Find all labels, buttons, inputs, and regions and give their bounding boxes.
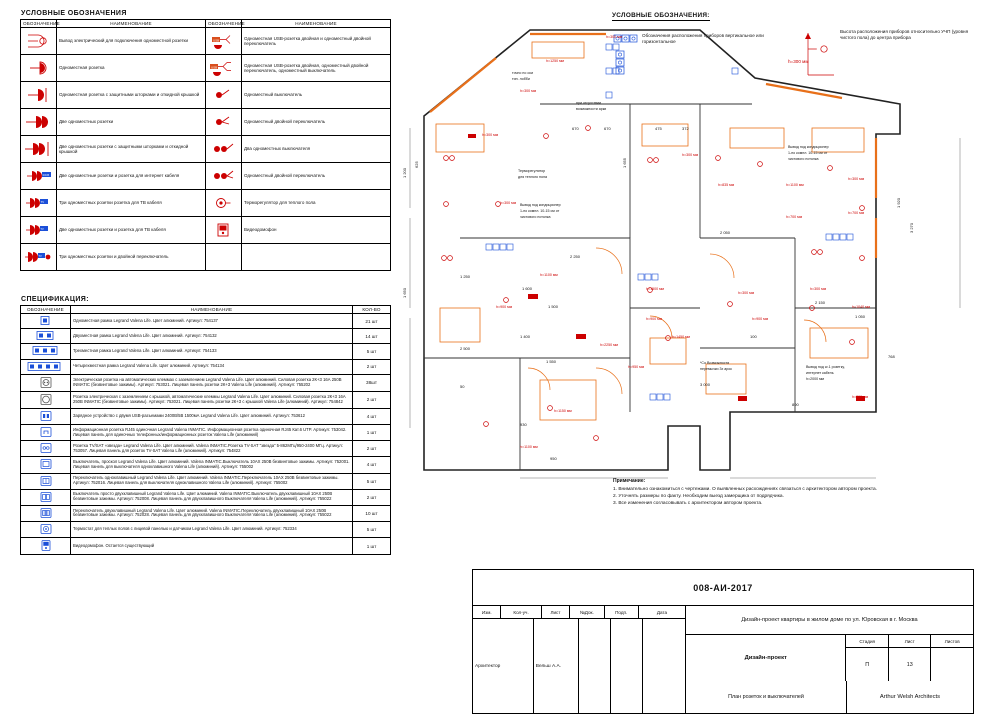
spec-item-qty: 10 шт: [353, 505, 391, 521]
usb-charger-icon: [21, 408, 71, 424]
note-item: 2. Уточнять размеры по факту. Необходим выезд замерщика от подрядчика.: [613, 494, 784, 500]
note-item: 3. Все изменения согласовывать с архитектором автором проекта.: [613, 501, 763, 507]
legend-header-row: [21, 20, 391, 28]
legend-item-label: Одноместная розетка с защитными шторками и откидной крышкой: [57, 82, 206, 109]
role-podp: [611, 619, 643, 713]
svg-text:TV: TV: [37, 254, 42, 258]
stamp-table: [846, 635, 973, 681]
svg-text:RJ45: RJ45: [42, 172, 49, 177]
legend-item-label: Вывод электрический для подключения одноместной розетки: [57, 28, 206, 55]
spec-item-qty: 5 шт: [353, 473, 391, 489]
spec-table: [20, 305, 391, 555]
svg-text:2 150: 2 150: [815, 300, 826, 305]
switch-2key-icon: [21, 489, 71, 505]
plan-dimension-labels: [402, 126, 914, 461]
spec-item-name: Одноместная рамка Legrand Valena Life. Цвет алюминий. Артикул: 754137: [71, 314, 353, 329]
svg-text:1-но компл. 10-15 см от: 1-но компл. 10-15 см от: [520, 209, 560, 213]
floor-plan-drawing: [400, 8, 980, 488]
notes-block: [613, 478, 943, 508]
legend-table: [20, 19, 391, 271]
svg-text:чистового потолка: чистового потолка: [520, 215, 551, 219]
spec-item-name: Выключатель, проскол Legrand Valena Life. Цвет алюминий. Valena INMATIC.Выключатель 10АХ 250В безвинтовые зажимы. Артикул: 752001. Лицевая панель для выключателя одноклавишного Valena Life (алюминий). Артикул: 755002: [71, 457, 353, 473]
legend-item-label: Одноместная розетка: [57, 55, 206, 82]
right-legend-item-label: Обозначения расположения приборов вертикальное или горизонтальное: [642, 33, 764, 44]
svg-text:h=300 мм: h=300 мм: [738, 291, 755, 295]
frame-2-icon: [21, 329, 71, 344]
spec-title: СПЕЦИФИКАЦИЯ:: [21, 296, 89, 303]
frame-4-icon: [21, 359, 71, 374]
spec-item-qty: 14 шт: [353, 329, 391, 344]
svg-text:h=950 мм: h=950 мм: [628, 365, 645, 369]
videophone-icon: [206, 217, 242, 244]
svg-text:h=300 мм: h=300 мм: [848, 177, 865, 181]
floor-plan: [400, 8, 980, 488]
svg-text:1 920: 1 920: [896, 197, 901, 208]
spec-item-name: Розетка электрическая с заземлением с крышкой, автоматические клеммы Legrand Valena Life. Цвет алюминий. Силовая розетка 2К+З 16А 250В INMATIC (безвинтовые зажимы). Артикул: 753021. Лицевая панель розетки 2К+З с крышкой Valena Life (алюминий). Артикул: 754842: [71, 391, 353, 408]
legend-item-label: Одноместная USB-розетка двойная, одноместный двойной переключатель, одноместный выключатель: [242, 55, 391, 82]
svg-text:Вывод под кондиционер: Вывод под кондиционер: [788, 145, 829, 149]
legend-item-label: Три одноместных розетки розетка для ТВ кабеля: [57, 190, 206, 217]
spec-row: [21, 425, 391, 441]
spec-item-name: Электрическая розетка на автоматических клеммах с заземлением Legrand Valena Life. Цвет алюминий. Силовая розетка 2К+З 16А 250В INMATIC (безвинтовые зажимы). Артикул: 753021. Лицевая панель розетки 2К+З Valena Life (алюминий). Артикул: 755202: [71, 374, 353, 391]
socket-tv-icon: [21, 190, 57, 217]
svg-text:h=1040 мм: h=1040 мм: [852, 305, 871, 309]
spec-item-name: Зарядное устройство с двумя USB-разъемами 2400В/5В 1500мА Legrand Valena Life. Цвет алюминий. Артикул: 753612: [71, 408, 353, 424]
svg-text:670: 670: [572, 126, 579, 131]
frame-1-icon: [21, 314, 71, 329]
legend-item-label: Терморегулятор для теплого пола: [242, 190, 391, 217]
svg-text:2 050: 2 050: [720, 230, 731, 235]
svg-text:1 500: 1 500: [548, 304, 559, 309]
usb-double-socket-icon: [206, 28, 242, 55]
legend-header-sym-right: ОБОЗНАЧЕНИЕ: [206, 20, 242, 28]
svg-text:h=2250 мм: h=2250 мм: [600, 343, 619, 347]
svg-text:h=900 мм: h=900 мм: [646, 317, 663, 321]
legend-row: [21, 217, 391, 244]
legend-item-label: Одноместная USB-розетка двойная и одноместный двойной переключатель: [242, 28, 391, 55]
svg-text:h=1450 мм: h=1450 мм: [672, 335, 691, 339]
svg-text:h=300 мм: h=300 мм: [482, 133, 499, 137]
company-name: Arthur Welsh Architects: [879, 694, 941, 700]
col-koluch: Кол-уч.: [501, 606, 541, 619]
svg-text:USB: USB: [210, 64, 217, 69]
spec-header-sym: ОБОЗНАЧЕНИЕ: [21, 306, 71, 314]
svg-text:h=300 мм: h=300 мм: [520, 89, 537, 93]
role-data: [643, 619, 685, 713]
svg-text:*Со Возможности: *Со Возможности: [700, 361, 730, 365]
project-name: Дизайн-проект квартиры в жилом доме по ул. Юровская в г. Москва: [686, 606, 973, 635]
legend-row: [21, 136, 391, 163]
socket-cover-icon: [21, 391, 71, 408]
power-outlet-wire-icon: [21, 28, 57, 55]
svg-text:930: 930: [520, 422, 527, 427]
svg-text:Вывод под w-1 розетку,: Вывод под w-1 розетку,: [806, 365, 845, 369]
spec-item-name: Выключатель просто двухклавишный Legrand Valena Life. Цвет алюминий. Valena INMATIC.Выключатель двухклавишный 10АХ 250В безвинтовые зажимы. Артикул: 752008. Лицевая панель для двухклавишного Выключателя Valena Life (алюминий). Артикул: 755022: [71, 489, 353, 505]
stamp-header-stage: Стадия: [846, 635, 889, 648]
revision-table: [473, 606, 686, 713]
role-person: Вельш А.А.: [534, 619, 579, 713]
single-double-switch-icon: [206, 109, 242, 136]
spec-item-name: Розетка TV/SAT «звезда» Legrand Valena Life. Цвет алюминий. Valena INMATIC.Розетка TV-SAT "звезда" 5-862МГц/950-2400 МГц. Артикул: 753057. Лицевая панель для розеток TV-SAT Valena Life (алюминий). Артикул: 754822: [71, 441, 353, 457]
spec-item-name: Трехместная рамка Legrand Valena Life. Цвет алюминий. Артикул: 754133: [71, 344, 353, 359]
socket-switch-icon: [21, 244, 57, 271]
svg-text:TV: TV: [40, 199, 44, 204]
svg-text:1 050: 1 050: [855, 314, 866, 319]
svg-text:перемычки 3х арок: перемычки 3х арок: [700, 367, 732, 371]
svg-text:2 500: 2 500: [460, 346, 471, 351]
svg-text:h=1150 мм: h=1150 мм: [554, 409, 572, 413]
svg-text:1 650: 1 650: [402, 287, 407, 298]
legend-header-name-right: НАИМЕНОВАНИЕ: [242, 20, 391, 28]
note-item: 1. Внимательно ознакомиться с чертежами. О выявленных расхождениях связаться с архитектором автором проекта.: [613, 487, 877, 493]
socket-tv2-icon: [21, 217, 57, 244]
spec-row: [21, 329, 391, 344]
svg-text:h=900 мм: h=900 мм: [496, 305, 513, 309]
spec-item-qty: 2 шт: [353, 391, 391, 408]
svg-text:точно по оси: точно по оси: [512, 71, 534, 75]
legend-row: [21, 109, 391, 136]
svg-text:100: 100: [750, 334, 757, 339]
svg-text:h=700 мм: h=700 мм: [848, 211, 865, 215]
thermostat-spec-icon: [21, 521, 71, 537]
legend-item-label: Две одноместных розетки и розетка для ТВ кабеля: [57, 217, 206, 244]
spec-header-qty: КОЛ-ВО: [353, 306, 391, 314]
col-podp: Подп.: [605, 606, 639, 619]
svg-text:h=700 мм: h=700 мм: [786, 215, 803, 219]
col-data: Дата: [639, 606, 685, 619]
single-socket-shutters-icon: [21, 82, 57, 109]
col-list: Лист: [542, 606, 570, 619]
socket-internet-icon: [21, 163, 57, 190]
svg-text:3 000: 3 000: [700, 382, 711, 387]
stamp-header-sheet: Лист: [889, 635, 932, 648]
legend-header-sym-left: ОБОЗНАЧЕНИЕ: [21, 20, 57, 28]
spec-row: [21, 314, 391, 329]
col-ndok: №Док.: [570, 606, 604, 619]
svg-text:для теплого пола: для теплого пола: [518, 175, 548, 179]
spec-item-qty: 21 шт: [353, 314, 391, 329]
spec-item-qty: 5 шт: [353, 521, 391, 537]
spec-row: [21, 391, 391, 408]
project-code-row: [473, 570, 973, 606]
spec-row: [21, 359, 391, 374]
double-socket-shutters-icon: [21, 136, 57, 163]
svg-text:h=1250 мм: h=1250 мм: [546, 59, 565, 63]
role-label: Архитектор: [473, 619, 534, 713]
spec-item-name: Двухместная рамка Legrand Valena Life. Цвет алюминий. Артикул: 754132: [71, 329, 353, 344]
svg-text:h=1100 мм: h=1100 мм: [786, 183, 804, 187]
spec-item-qty: 2 шт: [353, 359, 391, 374]
changeover-icon: [21, 473, 71, 489]
socket-auto-icon: [21, 374, 71, 391]
legend-item-label: Одноместный двойной переключатель: [242, 109, 391, 136]
svg-text:950: 950: [550, 456, 557, 461]
spec-item-qty: 5 шт: [353, 344, 391, 359]
plan-furniture: [436, 42, 868, 420]
svg-text:h=900 мм: h=900 мм: [752, 317, 769, 321]
switch-icon: [21, 457, 71, 473]
spec-item-qty: 4 шт: [353, 408, 391, 424]
legend-empty-sym: [206, 244, 242, 271]
legend-item-label: Три одноместных розетки и двойной переключатель: [57, 244, 206, 271]
svg-text:372: 372: [682, 126, 689, 131]
svg-text:при отсутствии: при отсутствии: [576, 101, 602, 105]
tv-sat-icon: [21, 441, 71, 457]
spec-item-name: Информационная розетка RJ45 одиночная Legrand Valena INMATIC. Информационная розетка одиночная RJ45 Кат.6 UTP. Артикул: 753042. Лицевая панель для одиночных телефонных/информационных розеток Valena Life (алюминий): [71, 425, 353, 441]
spec-item-name: Четырехместная рамка Legrand Valena Life. Цвет алюминий. Артикул: 754134: [71, 359, 353, 374]
legend-empty-name: [242, 244, 391, 271]
spec-item-qty: 1 шт: [353, 425, 391, 441]
notes-title: Примечание:: [613, 478, 646, 484]
svg-text:800: 800: [792, 402, 799, 407]
svg-text:h=300 мм: h=300 мм: [682, 153, 699, 157]
rj45-icon: [21, 425, 71, 441]
svg-text:50: 50: [460, 384, 465, 389]
spec-item-qty: 2 шт: [353, 489, 391, 505]
svg-text:2 250: 2 250: [570, 254, 581, 259]
single-socket-icon: [21, 55, 57, 82]
stamp-value-total: [931, 648, 973, 681]
spec-row: [21, 473, 391, 489]
frame-3-icon: [21, 344, 71, 359]
changeover-2key-icon: [21, 505, 71, 521]
legend-item-label: Две одноместных розетки с защитными шторками и откидной крышкой: [57, 136, 206, 163]
legend-item-label: Видеодомофон: [242, 217, 391, 244]
two-double-switch-icon: [206, 163, 242, 190]
role-ndok: [579, 619, 611, 713]
svg-text:h=1100 мм: h=1100 мм: [540, 273, 558, 277]
svg-text:475: 475: [655, 126, 662, 131]
spec-item-qty: 1 шт: [353, 538, 391, 555]
svg-text:625: 625: [414, 161, 419, 168]
spec-item-name: Переключатель одноклавишный Legrand Valena Life. Цвет алюминий. Valena INMATIC.Переключатель 10АХ 250В безвинтовые зажимы. Артикул: 752016. Лицевая панель для выключателя одноклавишного Valena Life (алюминий). Артикул: 755002: [71, 473, 353, 489]
spec-row: [21, 441, 391, 457]
spec-header-name: НАИМЕНОВАНИЕ: [71, 306, 353, 314]
spec-row: [21, 374, 391, 391]
legend-item-label: Две одноместные розетки и розетка для интернет кабеля: [57, 163, 206, 190]
svg-text:1 400: 1 400: [520, 334, 531, 339]
videophone-spec-icon: [21, 538, 71, 555]
spec-row: [21, 408, 391, 424]
svg-text:интернет кабель: интернет кабель: [806, 371, 834, 375]
svg-text:чистового потолка: чистового потолка: [788, 157, 819, 161]
spec-item-name: Термостат для теплых полов с лицевой панелью и датчиком Legrand Valena Life. Цвет алюминий. Артикул: 752334: [71, 521, 353, 537]
svg-text:1-но компл. 10-15 см от: 1-но компл. 10-15 см от: [788, 151, 828, 155]
title-block: [472, 569, 974, 714]
svg-text:670: 670: [604, 126, 611, 131]
legend-block: [20, 10, 390, 271]
svg-text:Терморегулятор: Терморегулятор: [518, 169, 546, 173]
svg-text:h=835 мм: h=835 мм: [718, 183, 735, 187]
svg-text:h=300 мм: h=300 мм: [852, 395, 869, 399]
legend-header-name-left: НАИМЕНОВАНИЕ: [57, 20, 206, 28]
plan-device-markers: [442, 126, 865, 441]
right-legend-title: УСЛОВНЫЕ ОБОЗНАЧЕНИЯ:: [612, 12, 710, 19]
svg-text:h=1500 мм: h=1500 мм: [646, 287, 665, 291]
svg-text:1 600: 1 600: [522, 286, 533, 291]
double-socket-icon: [21, 109, 57, 136]
stage-label: Дизайн-проект: [686, 635, 846, 681]
legend-item-label: Два одноместных выключателя: [242, 136, 391, 163]
legend-row: [21, 82, 391, 109]
svg-text:3 270: 3 270: [909, 222, 914, 233]
legend-row: [21, 190, 391, 217]
usb-socket-switch-icon: [206, 55, 242, 82]
legend-item-label: Одноместный двойной переключатель: [242, 163, 391, 190]
spec-row: [21, 457, 391, 473]
spec-header-row: [21, 306, 391, 314]
project-code: 008-АИ-2017: [693, 582, 753, 593]
svg-text:Вывод под кондиционер: Вывод под кондиционер: [520, 203, 561, 207]
plan-blue-devices: [486, 44, 853, 400]
legend-row: [21, 55, 391, 82]
spec-row: [21, 521, 391, 537]
spec-row: [21, 344, 391, 359]
svg-text:TV: TV: [39, 227, 44, 231]
legend-row: [21, 28, 391, 55]
svg-text:1 250: 1 250: [460, 274, 471, 279]
spec-item-qty: 2 шт: [353, 441, 391, 457]
spec-item-name: Переключатель двухклавишный Legrand Valena Life. Цвет алюминий. Valena INMATIC.Переключатель двухклавишный 10АХ 250В безвинтовые зажимы. Артикул: 752028. Лицевая панель для двухклавишного Выключателя Valena Life (алюминий). Артикул: 755022: [71, 505, 353, 521]
single-switch-icon: [206, 82, 242, 109]
legend-item-label: Две одноместных розетки: [57, 109, 206, 136]
legend-row: [21, 244, 391, 271]
spec-row: [21, 538, 391, 555]
svg-text:768: 768: [888, 354, 895, 359]
stamp-header-total: Листов: [931, 635, 973, 648]
legend-row: [21, 163, 391, 190]
spec-block: [20, 296, 390, 555]
svg-text:1 655: 1 655: [622, 157, 627, 168]
stamp-value-sheet: 13: [889, 648, 932, 681]
col-izm: Изм.: [473, 606, 501, 619]
spec-row: [21, 505, 391, 521]
svg-text:1 200: 1 200: [402, 167, 407, 178]
legend-item-label: Одноместный выключатель: [242, 82, 391, 109]
svg-text:h=300 мм: h=300 мм: [810, 287, 827, 291]
spec-item-qty: 4 шт: [353, 457, 391, 473]
thermostat-icon: [206, 190, 242, 217]
svg-text:USB: USB: [212, 37, 219, 42]
legend-title: УСЛОВНЫЕ ОБОЗНАЧЕНИЯ: [21, 10, 127, 17]
spec-row: [21, 489, 391, 505]
svg-text:h=300 мм: h=300 мм: [606, 35, 623, 39]
sheet-name: План розеток и выключателей: [686, 681, 847, 713]
svg-text:возможности арки: возможности арки: [576, 107, 607, 111]
two-single-switch-icon: [206, 136, 242, 163]
svg-text:h=1100 мм: h=1100 мм: [520, 445, 538, 449]
svg-text:тип. лобби: тип. лобби: [512, 77, 530, 81]
spec-item-name: Видеодомофон. Остается существующий: [71, 538, 353, 555]
svg-text:h=2000 мм: h=2000 мм: [806, 377, 825, 381]
spec-item-qty: 38шт: [353, 374, 391, 391]
plan-doors: [528, 248, 826, 394]
stamp-value-stage: П: [846, 648, 889, 681]
svg-text:h=300 мм: h=300 мм: [500, 201, 517, 205]
svg-text:1 550: 1 550: [546, 359, 557, 364]
right-legend-item-label: Высота расположения приборов относительно УЧП (уровня чистого пола) до центра прибора: [840, 29, 969, 40]
right-legend-height-value: h=300 мм: [788, 59, 809, 64]
